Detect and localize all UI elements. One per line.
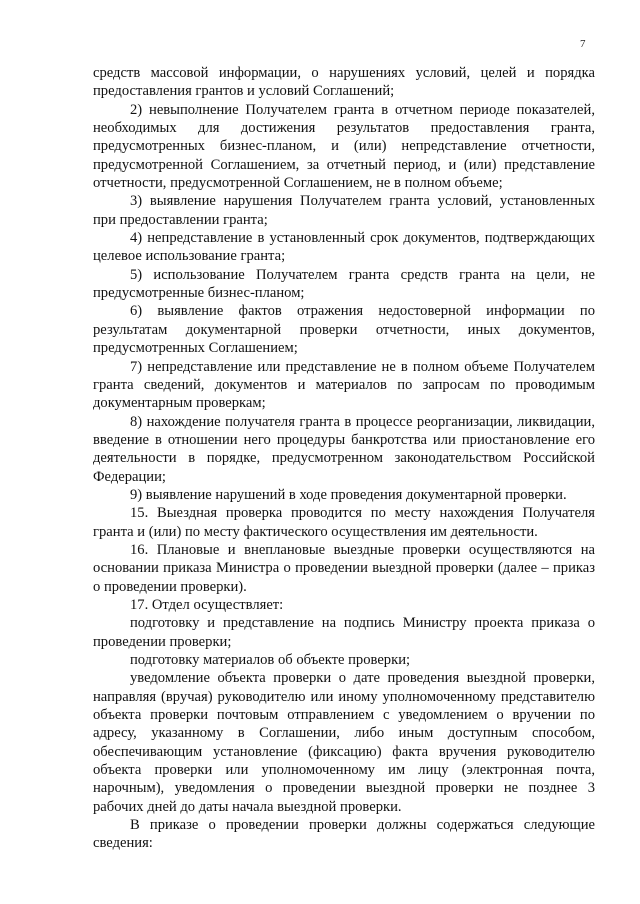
paragraph: 3) выявление нарушения Получателем гранта условий, установленных при предоставлении гранта; [93, 193, 595, 228]
paragraph: 7) непредставление или представление не в полном объеме Получателем гранта сведений, документов и материалов по запросам по проводимым документарным проверкам; [93, 358, 595, 412]
paragraph: подготовку и представление на подпись Министру проекта приказа о проведении проверки; [93, 615, 595, 650]
paragraph: 5) использование Получателем гранта средств гранта на цели, не предусмотренные бизнес-планом; [93, 266, 595, 302]
paragraph: средств массовой информации, о нарушениях условий, целей и порядка предоставления грантов и условий Соглашений; [93, 65, 595, 100]
paragraph: уведомление объекта проверки о дате проведения выездной проверки, направляя (вручая) руководителю или иному уполномоченному представителю объекта проверки почтовым отправлением с уведомлением о вручении по адресу, указанному в Соглашении, либо иным доступным способом, обеспечивающим установление (фиксацию) факта вручения руководителю объекта проверки или уполномоченному им лицу (электронная почта, нарочным), уведомления о проведении выездной проверки не позднее 3 рабочих дней до даты начала выездной проверки. [93, 670, 595, 815]
paragraph: 9) выявление нарушений в ходе проведения документарной проверки. [130, 486, 567, 503]
paragraph: 8) нахождение получателя гранта в процессе реорганизации, ликвидации, введение в отношении него процедуры банкротства или приостановление его деятельности в порядке, предусмотренном законодательством Российской Федерации; [93, 413, 595, 485]
paragraph: 15. Выездная проверка проводится по месту нахождения Получателя гранта и (или) по месту фактического осуществления им деятельности. [93, 505, 595, 540]
document-body [93, 64, 595, 853]
paragraph: подготовку материалов об объекте проверки; [130, 652, 411, 668]
paragraph: 17. Отдел осуществляет: [130, 596, 284, 613]
paragraph: В приказе о проведении проверки должны содержаться следующие сведения: [93, 817, 595, 852]
paragraph: 6) выявление фактов отражения недостоверной информации по результатам документарной проверки отчетности, иных документов, предусмотренных Соглашением; [93, 303, 595, 357]
paragraph: 16. Плановые и внеплановые выездные проверки осуществляются на основании приказа Министра о проведении выездной проверки (далее – приказ о проведении проверки). [93, 541, 595, 595]
paragraph: 4) непредставление в установленный срок документов, подтверждающих целевое использование гранта; [93, 230, 595, 265]
page-number: 7 [580, 38, 586, 50]
paragraph: 2) невыполнение Получателем гранта в отчетном периоде показателей, необходимых для достижения результатов предоставления гранта, предусмотренных бизнес-планом, и (или) непредставление отчетности, предусмотренной Соглашением, за отчетный период, и (или) представление отчетности, предусмотренной Соглашением, не в полном объеме; [93, 101, 595, 192]
